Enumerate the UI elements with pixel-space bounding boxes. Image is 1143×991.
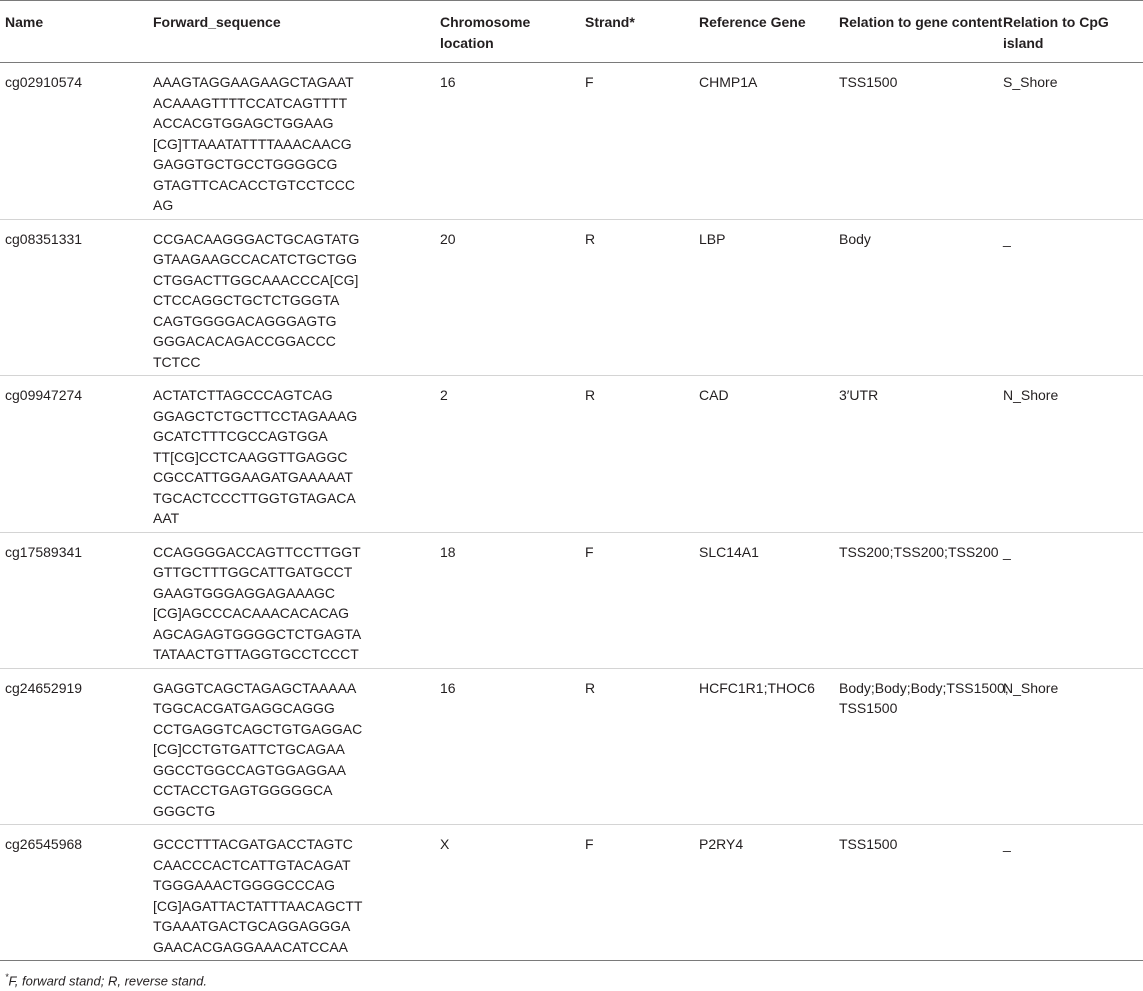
cell-gene: P2RY4 [699, 825, 839, 961]
cell-name: cg26545968 [0, 825, 153, 961]
cell-gene: SLC14A1 [699, 532, 839, 668]
cell-chromosome: 18 [440, 532, 585, 668]
cell-chromosome: 2 [440, 376, 585, 533]
cell-name: cg08351331 [0, 219, 153, 376]
header-relation-cpg-island: Relation to CpG island [1003, 1, 1143, 63]
cell-chromosome: 20 [440, 219, 585, 376]
cell-gene: CAD [699, 376, 839, 533]
cell-strand: R [585, 668, 699, 825]
cell-cpg-relation: N_Shore [1003, 668, 1143, 825]
table-row [0, 63, 1143, 220]
footnote-text: F, forward stand; R, reverse stand. [8, 973, 207, 989]
cell-cpg-relation: S_Shore [1003, 74, 1058, 90]
cell-gene-relation: TSS200;TSS200;TSS200 [839, 532, 1003, 668]
cell-gene: LBP [699, 219, 839, 376]
cell-sequence: AAAGTAGGAAGAAGCTAGAAT ACAAAGTTTTCCATCAGTTTT ACCACGTGGAGCTGGAAG [CG]TTAAATATTTTAAACAACG GAGGTGCTGCCTGGGGCG GTAGTTCACACCTGTCCTCCC AG [153, 74, 355, 213]
header-relation-gene-content: Relation to gene content [839, 1, 1003, 63]
cell-gene-relation: TSS1500 [839, 74, 898, 90]
cell-sequence: CCGACAAGGGACTGCAGTATG GTAAGAAGCCACATCTGCTGG CTGGACTTGGCAAACCCA[CG] CTCCAGGCTGCTCTGGGTA CAGTGGGGACAGGGAGTG GGGACACAGACCGGACCC TCTCC [153, 219, 440, 376]
cell-gene: CHMP1A [699, 74, 758, 90]
cell-cpg-relation: _ [1003, 219, 1143, 376]
footnote-marker: * [5, 972, 9, 982]
table-row [0, 668, 1143, 825]
header-chromosome-location: Chromosome location [440, 1, 585, 63]
cell-chromosome: X [440, 825, 585, 961]
cell-sequence: ACTATCTTAGCCCAGTCAG GGAGCTCTGCTTCCTAGAAAG GCATCTTTCGCCAGTGGA TT[CG]CCTCAAGGTTGAGGC CGCCATTGGAAGATGAAAAAT TGCACTCCCTTGGTGTAGACA AAT [153, 376, 440, 533]
header-forward-sequence: Forward_sequence [153, 1, 440, 63]
table-row [0, 219, 1143, 376]
table-row [0, 825, 1143, 961]
cell-cpg-relation: N_Shore [1003, 376, 1143, 533]
header-strand: Strand* [585, 1, 699, 63]
cell-gene-relation: 3′UTR [839, 376, 1003, 533]
cell-strand: F [585, 532, 699, 668]
cell-name: cg24652919 [0, 668, 153, 825]
header-reference-gene: Reference Gene [699, 1, 839, 63]
cell-strand: F [585, 825, 699, 961]
cell-chromosome: 16 [440, 668, 585, 825]
cell-gene: HCFC1R1;THOC6 [699, 668, 839, 825]
cell-strand: R [585, 219, 699, 376]
cell-sequence: CCAGGGGACCAGTTCCTTGGT GTTGCTTTGGCATTGATGCCT GAAGTGGGAGGAGAAAGC [CG]AGCCCACAAACACACAG AGCAGAGTGGGGCTCTGAGTA TATAACTGTTAGGTGCCTCCCT [153, 532, 440, 668]
cell-sequence: GAGGTCAGCTAGAGCTAAAAA TGGCACGATGAGGCAGGG CCTGAGGTCAGCTGTGAGGAC [CG]CCTGTGATTCTGCAGAA GGCCTGGCCAGTGGAGGAA CCTACCTGAGTGGGGGCA GGGCTG [153, 668, 440, 825]
cell-cpg-relation: _ [1003, 532, 1143, 668]
header-name: Name [0, 1, 153, 63]
table-footnote [5, 972, 207, 988]
table-row [0, 532, 1143, 668]
table-row [0, 376, 1143, 533]
cpg-sites-table [0, 1, 1143, 960]
cell-name: cg02910574 [5, 74, 83, 90]
cell-cpg-relation: _ [1003, 825, 1143, 961]
cell-strand: R [585, 376, 699, 533]
cell-gene-relation: Body [839, 219, 1003, 376]
cell-name: cg17589341 [0, 532, 153, 668]
cell-gene-relation: Body;Body;Body;TSS1500; TSS1500 [839, 668, 1003, 825]
cell-chromosome: 16 [440, 74, 456, 90]
cell-sequence: GCCCTTTACGATGACCTAGTC CAACCCACTCATTGTACAGAT TGGGAAACTGGGGCCCAG [CG]AGATTACTATTTAACAGCTT TGAAATGACTGCAGGAGGGA GAACACGAGGAAACATCCAA [153, 825, 440, 961]
cell-name: cg09947274 [0, 376, 153, 533]
table-header-row [0, 1, 1143, 63]
cell-gene-relation: TSS1500 [839, 825, 1003, 961]
cell-strand: F [585, 74, 594, 90]
